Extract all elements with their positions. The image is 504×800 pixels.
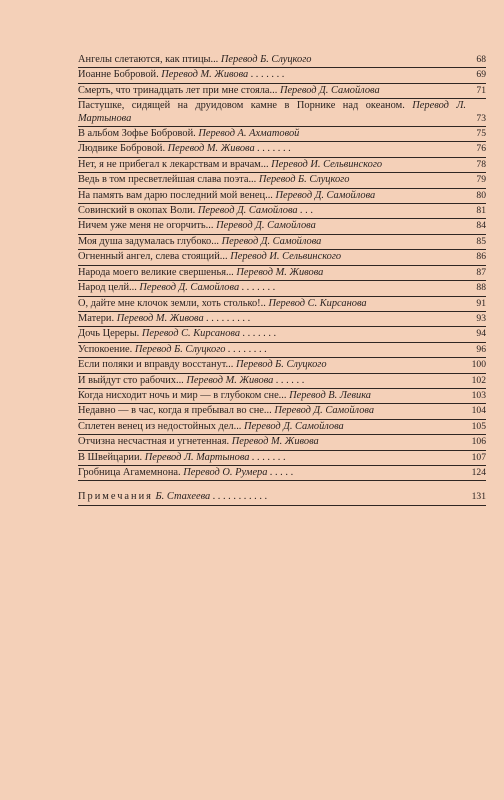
- entry-title: Ничем уже меня не огорчить...: [78, 220, 214, 232]
- entry-translator: Перевод М. Живова . . . . . . .: [167, 143, 292, 155]
- entry-title: Народ целй...: [78, 282, 137, 294]
- toc-entry: [78, 173, 486, 188]
- notes-title: Примечания: [78, 491, 153, 503]
- toc-entry: [78, 235, 486, 250]
- entry-translator: Перевод С. Кирсанова . . . . . . .: [141, 328, 277, 340]
- entry-title: Иоанне Бобровой.: [78, 69, 159, 81]
- entry-translator: Перевод Б. Слуцкого . . . . . . . .: [134, 343, 268, 355]
- toc-entry: [78, 99, 486, 127]
- toc-entry: [78, 466, 486, 481]
- entry-title: О, дайте мне клочок земли, хоть столько!..: [78, 297, 266, 309]
- entry-page-number: 88: [476, 282, 486, 294]
- toc-entry: [78, 327, 486, 342]
- entry-page-number: 93: [476, 312, 486, 324]
- entry-translator: Перевод Д. Самойлова: [221, 235, 322, 247]
- entry-translator: Перевод М. Живова . . . . . .: [186, 374, 305, 386]
- entry-title: Огненный ангел, слева стоящий...: [78, 251, 228, 263]
- entry-translator: Перевод Д. Самойлова: [216, 220, 316, 232]
- entry-title: Недавно — в час, когда я пребывал во сне...: [78, 405, 272, 417]
- entry-translator: Перевод Л. Мартынова: [78, 100, 467, 124]
- entry-page-number: 96: [476, 343, 486, 355]
- entry-title: На память вам дарю последний мой венец...: [78, 189, 273, 201]
- entry-title: Гробница Агамемнона.: [78, 466, 181, 478]
- entry-translator: Перевод М. Живова . . . . . . . . .: [116, 312, 251, 324]
- entry-translator: Перевод И. Сельвинского: [271, 158, 383, 170]
- entry-translator: Перевод В. Левика: [289, 389, 371, 401]
- entry-title: В альбом Зофье Бобровой.: [78, 128, 196, 140]
- toc-entry: [78, 451, 486, 466]
- toc-entry: [78, 358, 486, 373]
- toc-entry: [78, 343, 486, 358]
- entry-translator: Перевод Л. Мартынова . . . . . . .: [144, 451, 286, 463]
- toc-entry: [78, 189, 486, 204]
- toc-entry: [78, 266, 486, 281]
- entry-page-number: 100: [471, 359, 486, 371]
- entry-translator: Перевод Б. Слуцкого: [220, 54, 312, 65]
- toc-entry: [78, 297, 486, 312]
- entry-translator: Перевод М. Живова: [231, 436, 319, 448]
- entry-translator: Перевод Д. Самойлова . . . . . . .: [139, 282, 276, 294]
- entry-title: Матери.: [78, 312, 115, 324]
- entry-translator: Перевод Д. Самойлова . . .: [197, 205, 314, 217]
- entry-title: Народа моего великие свершенья...: [78, 266, 234, 278]
- entry-translator: Перевод О. Румера . . . . .: [183, 466, 294, 478]
- entry-translator: Перевод М. Живова: [236, 266, 324, 278]
- entry-title: Сплетен венец из недостойных дел...: [78, 420, 242, 432]
- toc-entry: [78, 53, 486, 68]
- entry-title: Моя душа задумалась глубоко...: [78, 235, 220, 247]
- entry-title: Если поляки и вправду восстанут...: [78, 359, 234, 371]
- entry-page-number: 73: [476, 112, 486, 124]
- entry-title: Пастушке, сидящей на друидовом камне в Порнике над океаном.: [78, 100, 405, 112]
- toc-entry: [78, 374, 486, 389]
- toc-entry: [78, 68, 486, 83]
- entry-page-number: 68: [476, 54, 486, 65]
- entry-page-number: 78: [476, 158, 486, 170]
- entry-page-number: 86: [476, 251, 486, 263]
- toc-entry: [78, 142, 486, 157]
- entry-title: Когда нисходит ночь и мир — в глубоком сне...: [78, 389, 287, 401]
- entry-title: Совинский в окопах Воли.: [78, 205, 196, 217]
- toc-entry: [78, 435, 486, 450]
- entry-page-number: 85: [476, 235, 486, 247]
- toc-entry: [78, 219, 486, 234]
- entry-title: И выйдут сто рабочих...: [78, 374, 184, 386]
- toc-entry: [78, 389, 486, 404]
- entry-translator: Перевод А. Ахматовой: [198, 128, 300, 140]
- entry-translator: Перевод Д. Самойлова: [279, 84, 380, 96]
- entry-page-number: 102: [471, 374, 486, 386]
- entry-page-number: 124: [471, 466, 486, 478]
- entry-title: Успокоение.: [78, 343, 133, 355]
- toc-entry: [78, 84, 486, 99]
- entry-page-number: 104: [471, 405, 486, 417]
- entry-title: Нет, я не прибегал к лекарствам и врачам...: [78, 158, 269, 170]
- entry-page-number: 69: [476, 69, 486, 81]
- entry-page-number: 81: [476, 205, 486, 217]
- entry-title: Ангелы слетаются, как птицы...: [78, 54, 219, 65]
- toc-entry: [78, 420, 486, 435]
- entry-translator: Перевод М. Живова . . . . . . .: [161, 69, 285, 81]
- entry-translator: Перевод С. Кирсанова: [268, 297, 367, 309]
- table-of-contents: [78, 53, 486, 506]
- entry-translator: Перевод Б. Слуцкого: [235, 359, 327, 371]
- entry-page-number: 87: [476, 266, 486, 278]
- entry-title: Дочь Цереры.: [78, 328, 140, 340]
- entry-title: Отчизна несчастная и угнетенная.: [78, 436, 230, 448]
- entry-translator: Перевод Д. Самойлова: [275, 189, 376, 201]
- entry-translator: Перевод И. Сельвинского: [230, 251, 342, 263]
- entry-translator: Перевод Д. Самойлова: [244, 420, 344, 432]
- toc-entry: [78, 204, 486, 219]
- entry-page-number: 71: [476, 84, 486, 96]
- entry-page-number: 84: [476, 220, 486, 232]
- entry-translator: Перевод Д. Самойлова: [274, 405, 375, 417]
- notes-page-number: 131: [471, 491, 486, 503]
- entry-page-number: 80: [476, 189, 486, 201]
- toc-entry: [78, 158, 486, 173]
- entry-page-number: 79: [476, 174, 486, 186]
- toc-entry: [78, 312, 486, 327]
- entry-page-number: 91: [476, 297, 486, 309]
- toc-notes-entry: [78, 490, 486, 505]
- entry-title: В Швейцарии.: [78, 451, 143, 463]
- entry-translator: Перевод Б. Слуцкого: [258, 174, 350, 186]
- entry-page-number: 107: [471, 451, 486, 463]
- entry-page-number: 76: [476, 143, 486, 155]
- entry-page-number: 75: [476, 128, 486, 140]
- entry-page-number: 94: [476, 328, 486, 340]
- toc-entry: [78, 250, 486, 265]
- entry-title: Смерть, что тринадцать лет при мне стояла...: [78, 84, 278, 96]
- entry-page-number: 105: [471, 420, 486, 432]
- entry-title: Ведь в том пресветлейшая слава поэта...: [78, 174, 257, 186]
- entry-page-number: 103: [471, 389, 486, 401]
- entry-title: Людвике Бобровой.: [78, 143, 166, 155]
- toc-entry: [78, 404, 486, 419]
- entry-page-number: 106: [471, 436, 486, 448]
- toc-entry: [78, 281, 486, 296]
- toc-entry: [78, 127, 486, 142]
- notes-author: Б. Стахеева . . . . . . . . . . .: [155, 491, 268, 503]
